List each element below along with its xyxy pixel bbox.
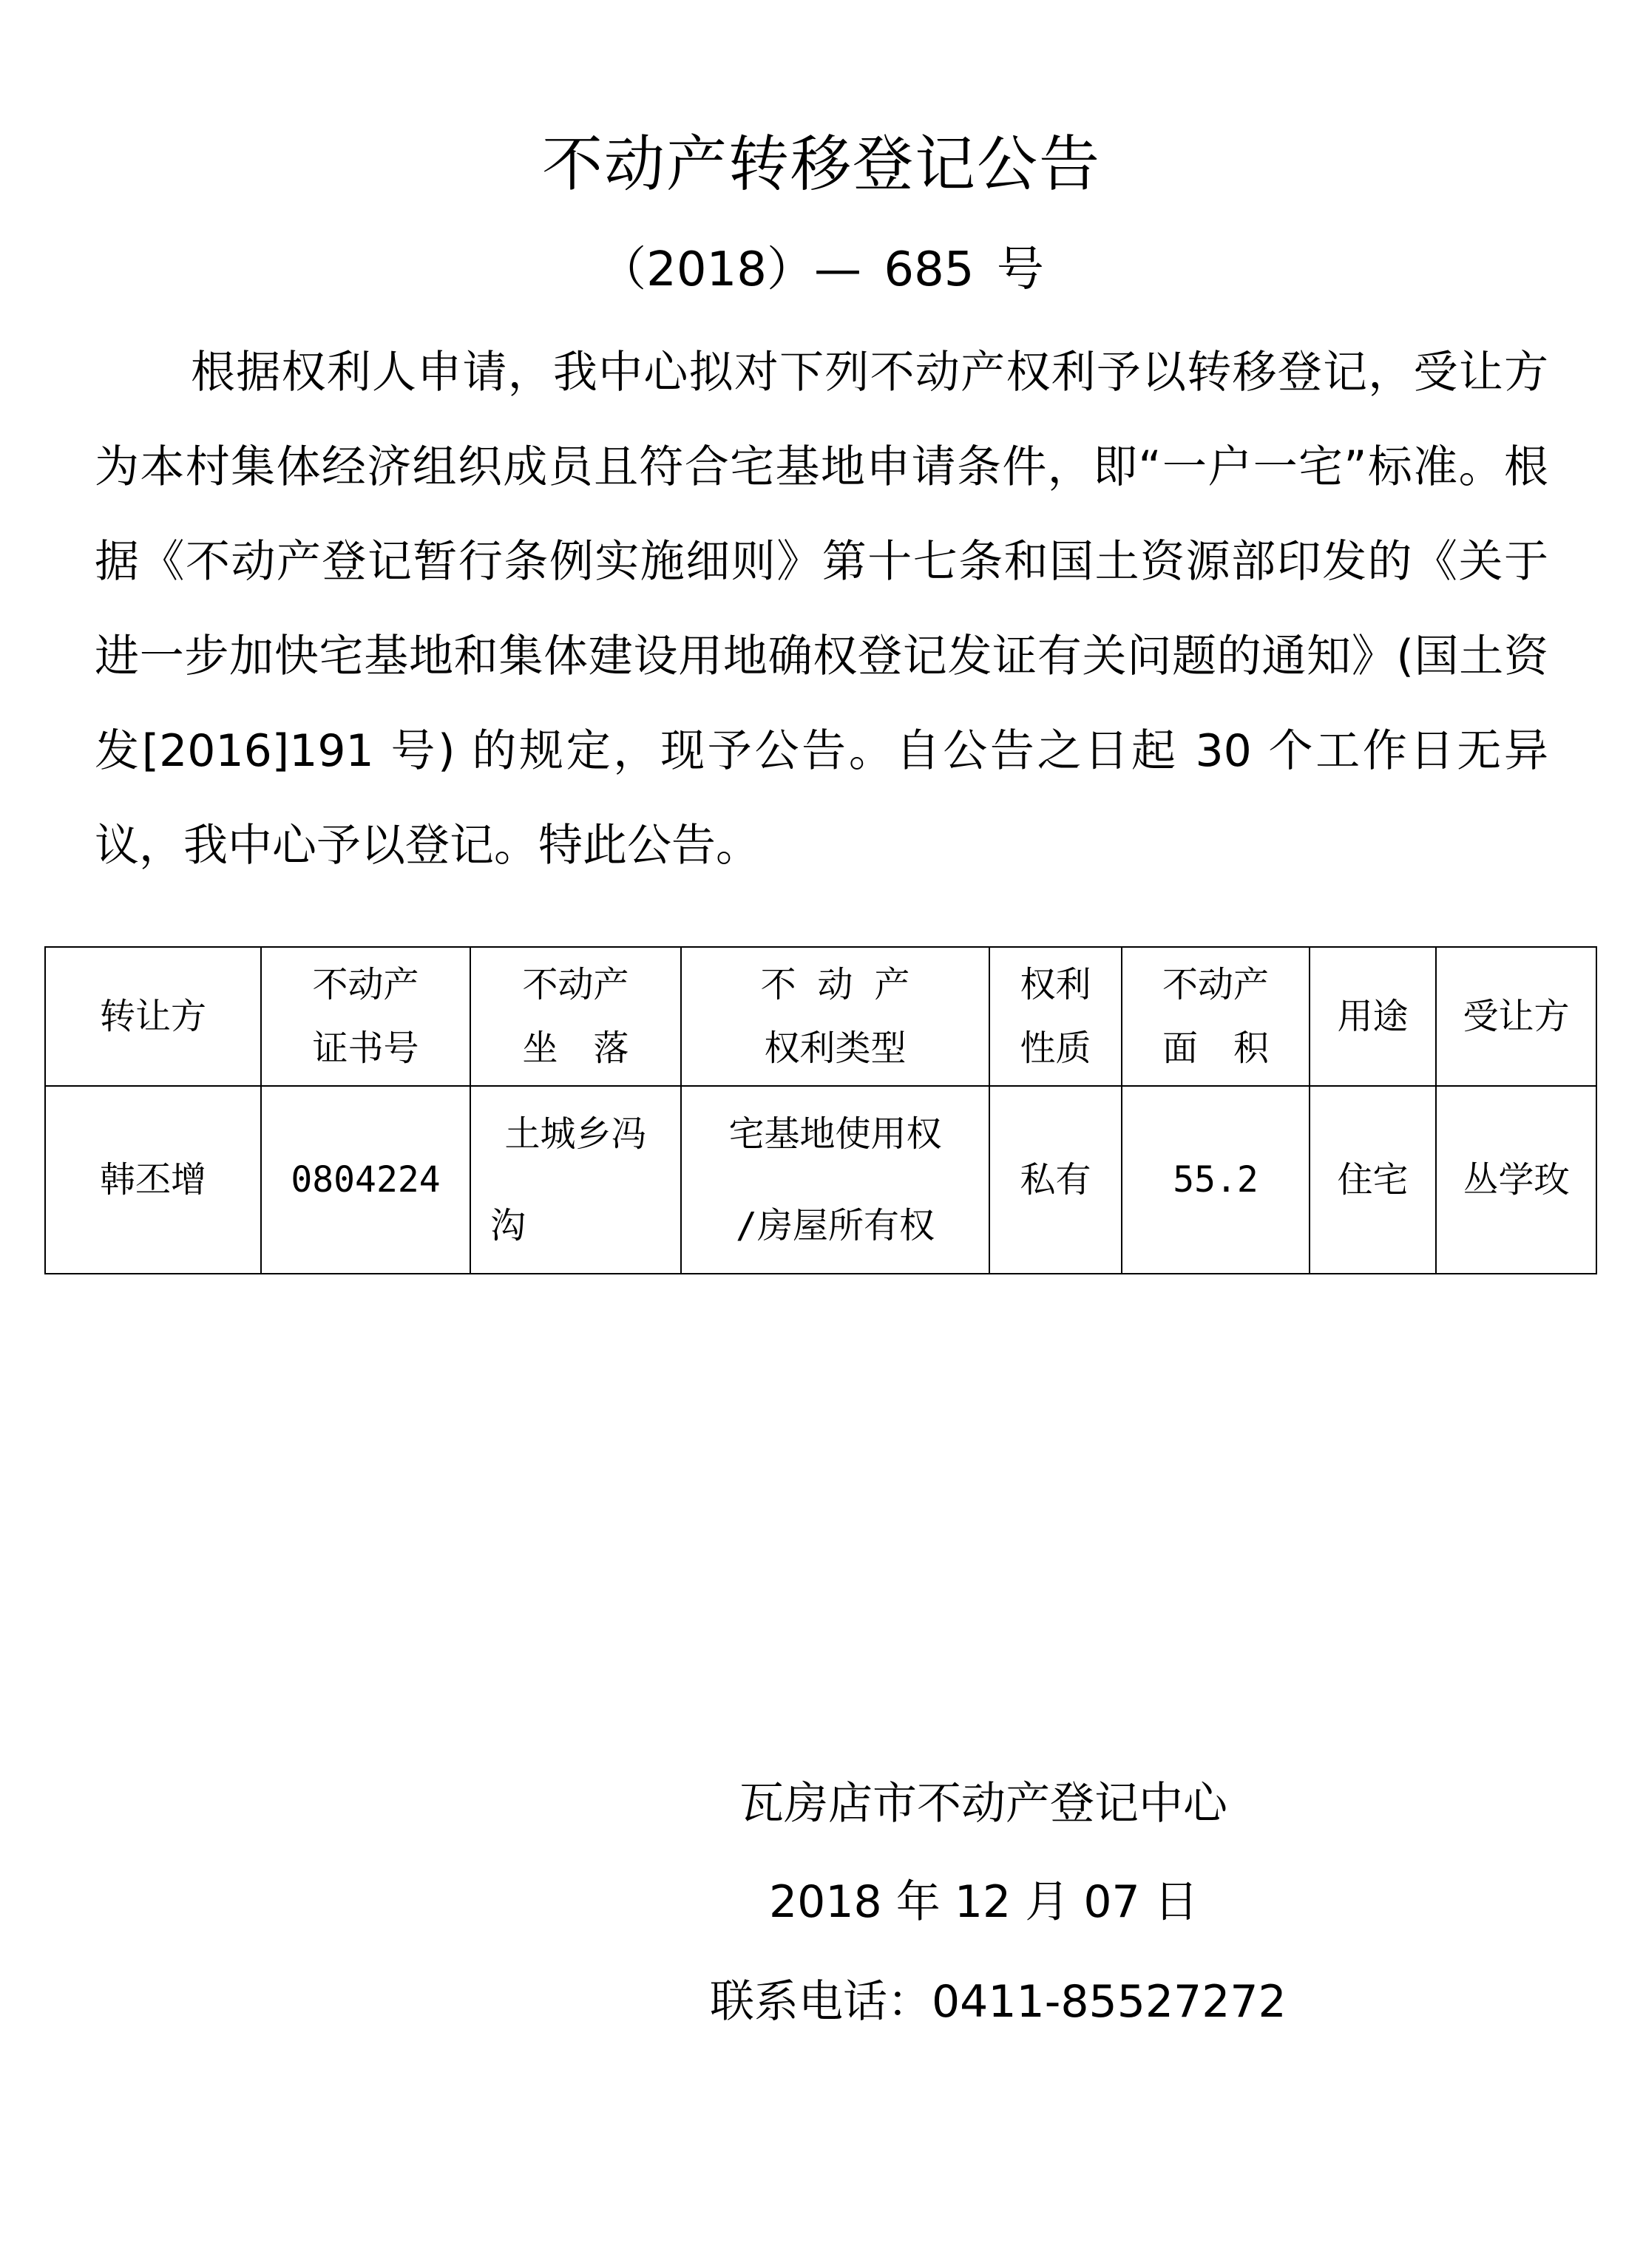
notice-body [95, 325, 1548, 893]
header-transferor: 转让方 [45, 947, 261, 1086]
contact-phone: 联系电话：0411-85527272 [710, 1976, 1287, 2028]
cell-right-nature: 私有 [989, 1086, 1122, 1274]
header-usage: 用途 [1310, 947, 1436, 1086]
header-right-type: 不 动 产 权利类型 [681, 947, 989, 1086]
cell-location: 土城乡冯 沟 [470, 1086, 681, 1274]
header-transferee: 受让方 [1436, 947, 1596, 1086]
document-number: （2018）— 685 号 [599, 242, 1044, 297]
property-table [44, 946, 1597, 1274]
cell-transferee: 丛学玫 [1436, 1086, 1596, 1274]
page-title: 不动产转移登记公告 [541, 129, 1101, 200]
cell-transferor: 韩丕增 [45, 1086, 261, 1274]
cell-certificate-no: 0804224 [261, 1086, 470, 1274]
issue-date: 2018 年 12 月 07 日 [769, 1876, 1199, 1928]
cell-area: 55.2 [1122, 1086, 1310, 1274]
notice-paragraph: 根据权利人申请，我中心拟对下列不动产权利予以转移登记，受让方为本村集体经济组织成员且符合宅基地申请条件，即“一户一宅”标准。根据《不动产登记暂行条例实施细则》第十七条和国土资源部印发的《关于进一步加快宅基地和集体建设用地确权登记发证有关问题的通知》(国土资发[2016]191 号) 的规定，现予公告。自公告之日起 30 个工作日无异议，我中心予以登记。特此公告。 [95, 347, 1548, 872]
header-right-nature: 权利 性质 [989, 947, 1122, 1086]
table-header-row [45, 947, 1596, 1086]
header-area: 不动产 面 积 [1122, 947, 1310, 1086]
table-row [45, 1086, 1596, 1274]
cell-right-type: 宅基地使用权 /房屋所有权 [681, 1086, 989, 1274]
header-location: 不动产 坐 落 [470, 947, 681, 1086]
header-certificate-no: 不动产 证书号 [261, 947, 470, 1086]
issuing-organization: 瓦房店市不动产登记中心 [739, 1778, 1227, 1830]
cell-usage: 住宅 [1310, 1086, 1436, 1274]
